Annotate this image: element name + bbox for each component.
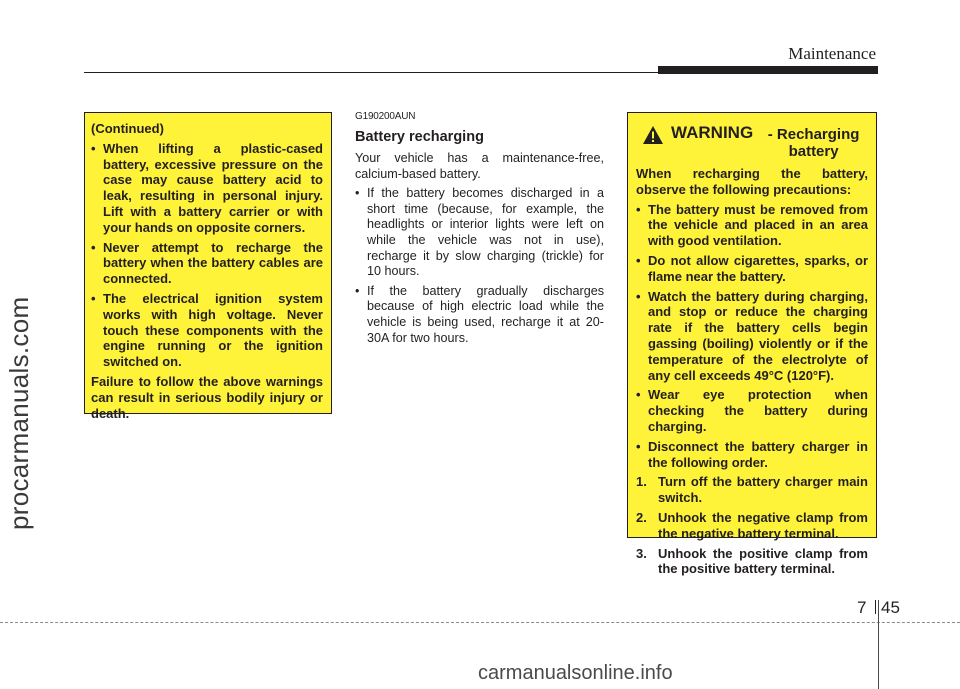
list-item: • Watch the battery during charging, and stop or reduce the charging rate if the battery cells begin gassing (boiling) violently or if the temperature of the electrolyte of any cell exceeds 49°C (120°F). [636,289,868,384]
continued-label: (Continued) [91,121,164,136]
page-section-number: 7 [857,598,867,617]
section-intro: Your vehicle has a maintenance-free, calcium-based battery. [355,151,604,181]
warning-word: WARNING [671,123,754,142]
warning-header [642,123,868,160]
page-number: 45 [881,598,900,617]
warning-footer-text: Failure to follow the above warnings can result in serious bodily injury or death. [91,373,323,421]
list-item: • Never attempt to recharge the battery when the battery cables are connected. [91,240,323,287]
disconnect-steps [636,474,868,577]
section-heading: Battery recharging [355,129,484,145]
list-item: • If the battery becomes discharged in a short time (because, for example, the headlights or interior lights were left on while the vehicle was not in use), recharge it by slow charging (trickle) for 10 hours. [355,186,604,280]
warning-triangle-icon [642,125,664,145]
page-header-title: Maintenance [788,44,876,63]
footer-crop-line [878,600,879,689]
list-item: • The battery must be removed from the vehicle and placed in an area with good ventilation. [636,202,868,249]
side-watermark: procarmanuals.com [4,296,34,530]
list-item: • The electrical ignition system works with high voltage. Never touch these components with the engine running or the ignition switched on. [91,291,323,370]
list-item: • Do not allow cigarettes, sparks, or flame near the battery. [636,253,868,285]
page-number-separator [875,600,876,614]
continued-warning-box [84,112,332,421]
warning-subtitle: - Recharging battery [767,126,860,160]
header-rule [84,72,680,73]
warning-intro: When recharging the battery, observe the following precautions: [636,166,868,197]
recharging-warning-box [627,112,877,577]
continued-warning-list [91,141,323,370]
step-item: 2. Unhook the negative clamp from the negative battery terminal. [636,510,868,542]
step-item: 3. Unhook the positive clamp from the positive battery terminal. [636,546,868,578]
footer-rule [0,622,960,623]
list-item: • If the battery gradually discharges because of high electric load while the vehicle is being used, recharge it at 20-30A for two hours. [355,284,604,346]
list-item: • When lifting a plastic-cased battery, excessive pressure on the case may cause battery acid to leak, resulting in personal injury. Lift with a battery carrier or with your hands on opposite corners. [91,141,323,236]
battery-recharging-section [355,111,604,346]
header-rule-thick [658,66,878,74]
section-code: G190200AUN [355,111,416,122]
precaution-list [636,202,868,471]
step-item: 1. Turn off the battery charger main switch. [636,474,868,506]
bottom-watermark: carmanualsonline.info [478,662,673,684]
list-item: • Disconnect the battery charger in the following order. [636,439,868,471]
recharging-list [355,186,604,346]
list-item: • Wear eye protection when checking the battery during charging. [636,387,868,434]
